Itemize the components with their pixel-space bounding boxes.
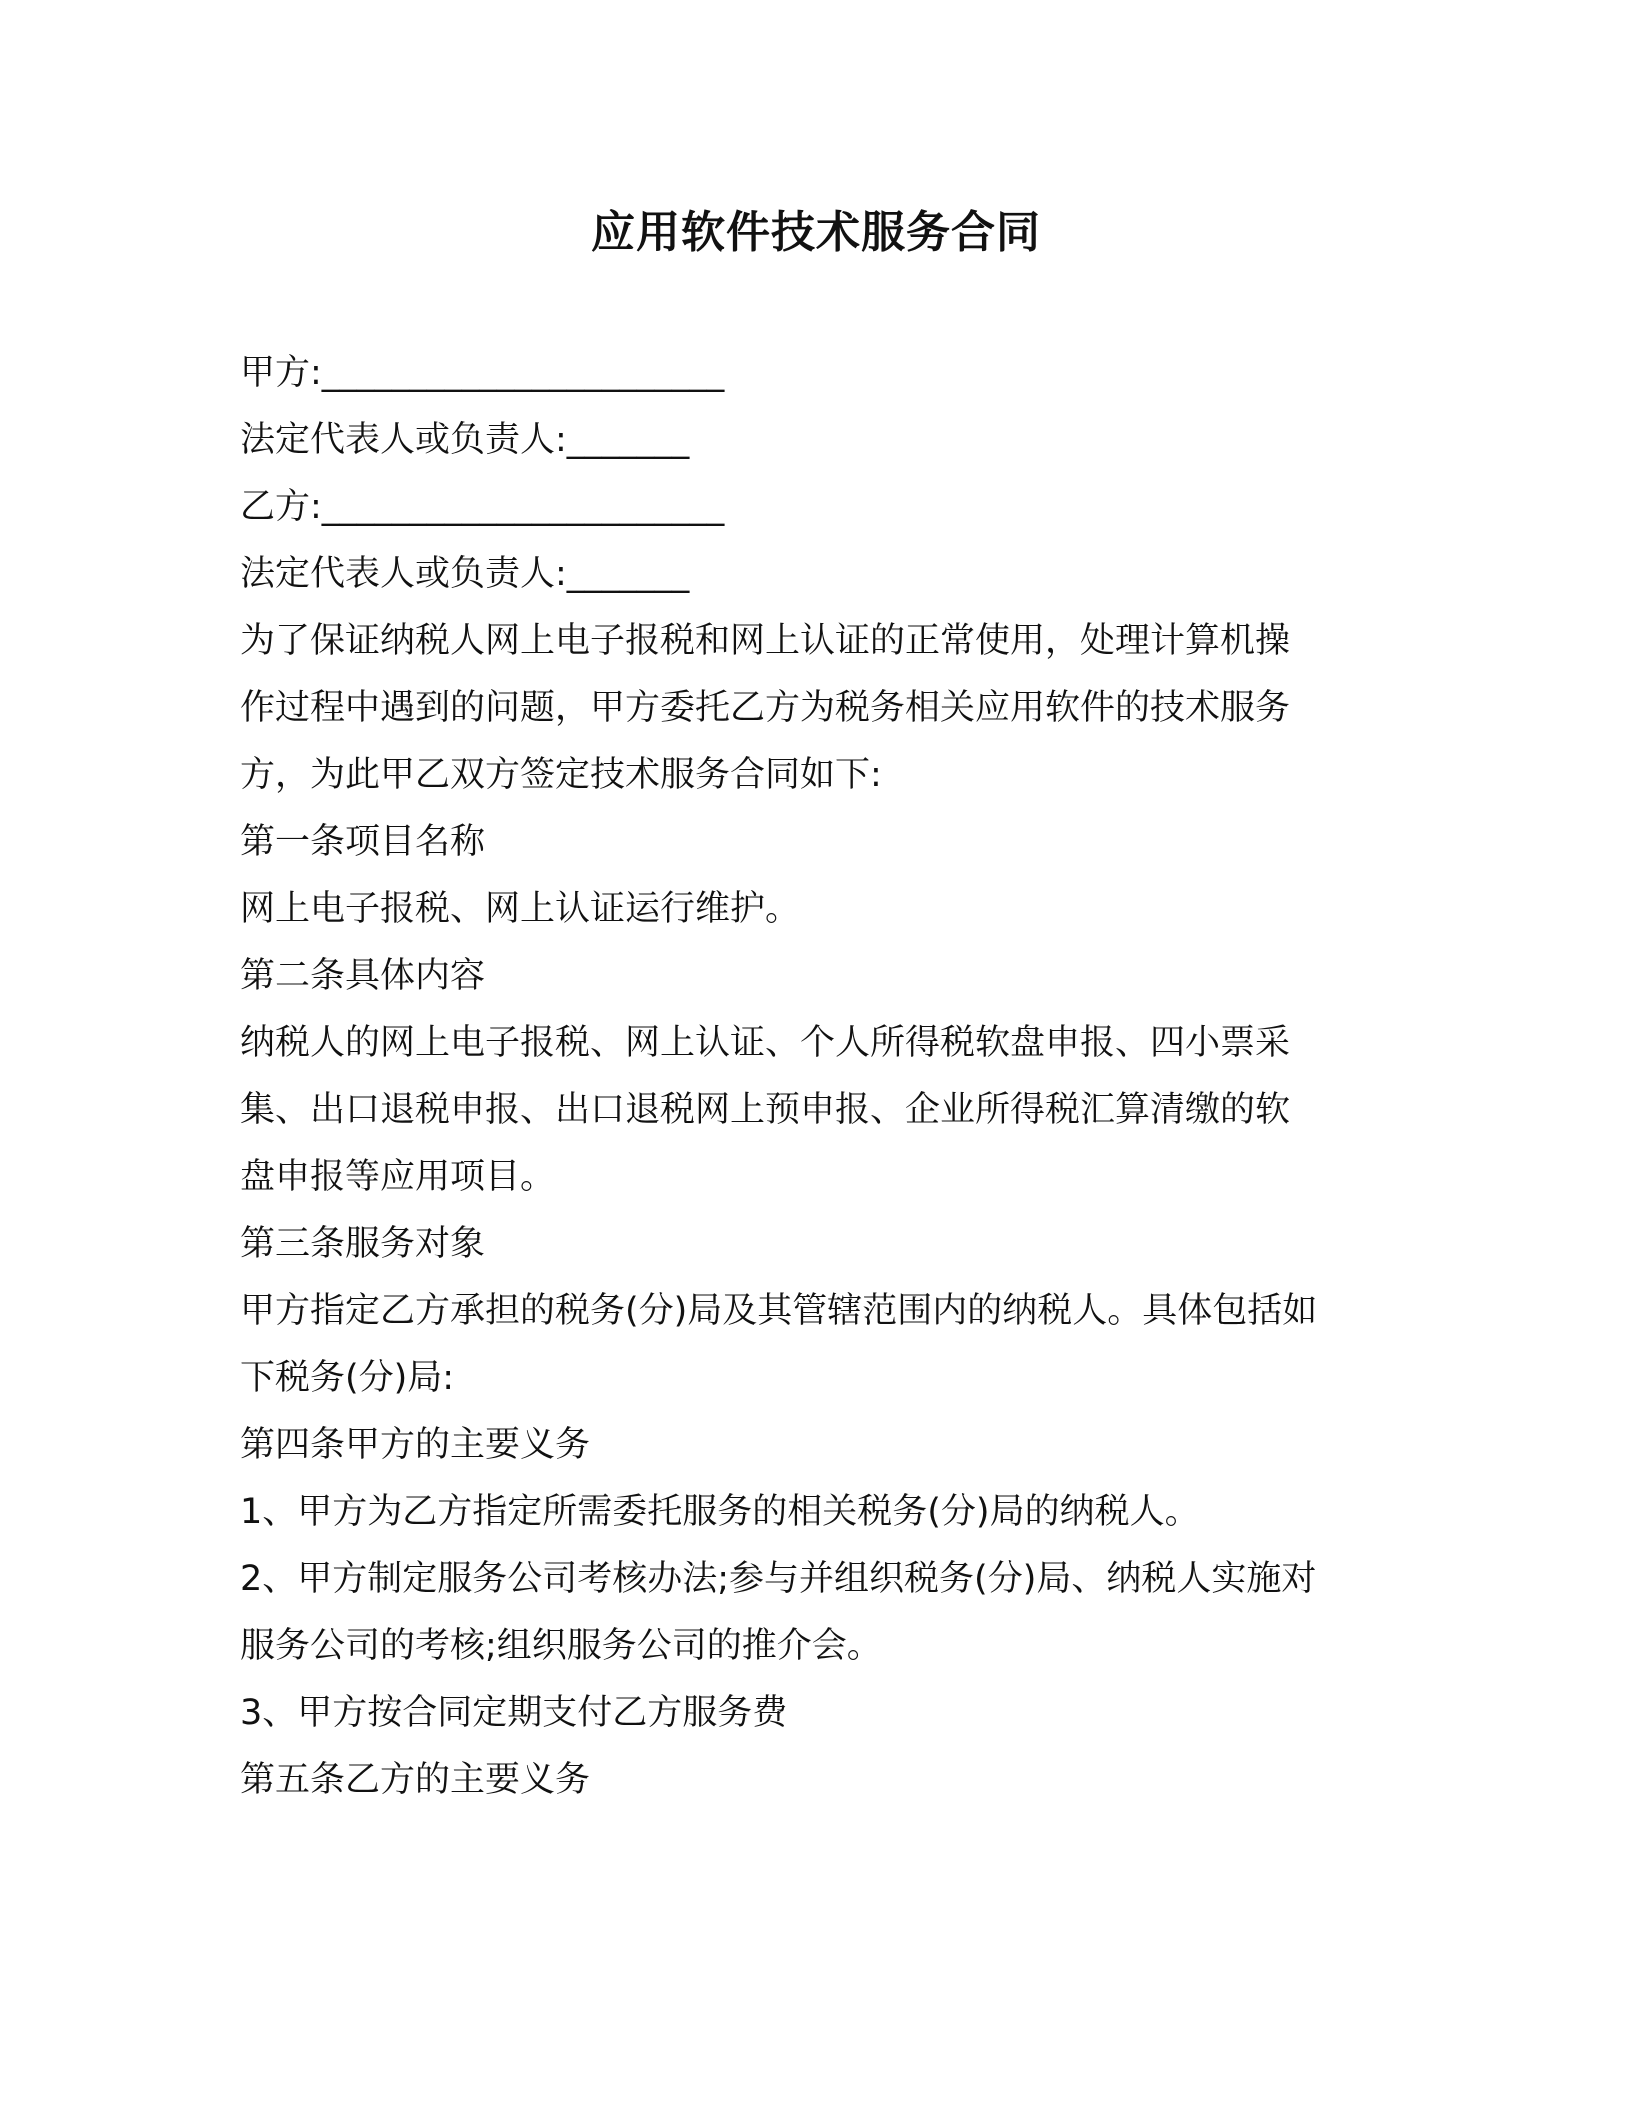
obligation-item: 3、甲方按合同定期支付乙方服务费 [240, 1693, 788, 1733]
obligation-item-continued: 服务公司的考核;组织服务公司的推介会。 [240, 1626, 882, 1666]
document-title: 应用软件技术服务合同 [591, 207, 1041, 258]
obligation-item: 1、甲方为乙方指定所需委托服务的相关税务(分)局的纳税人。 [240, 1492, 1200, 1532]
party-a-representative-line: 法定代表人或负责人:_______ [240, 420, 690, 460]
preamble-line: 方，为此甲乙双方签定技术服务合同如下: [240, 755, 882, 795]
article-text-line: 下税务(分)局: [240, 1358, 455, 1398]
party-a-line: 甲方:_______________________ [240, 353, 725, 393]
article-heading: 第四条甲方的主要义务 [240, 1425, 591, 1465]
article-text-line: 集、出口退税申报、出口退税网上预申报、企业所得税汇算清缴的软 [240, 1090, 1291, 1130]
article-heading: 第三条服务对象 [240, 1224, 486, 1264]
article-text-line: 盘申报等应用项目。 [240, 1157, 556, 1197]
article-heading: 第五条乙方的主要义务 [240, 1760, 591, 1800]
party-b-representative-line: 法定代表人或负责人:_______ [240, 554, 690, 594]
article-heading: 第一条项目名称 [240, 822, 486, 862]
preamble-line: 作过程中遇到的问题，甲方委托乙方为税务相关应用软件的技术服务 [240, 688, 1291, 728]
article-text-line: 甲方指定乙方承担的税务(分)局及其管辖范围内的纳税人。具体包括如 [240, 1291, 1318, 1331]
obligation-item: 2、甲方制定服务公司考核办法;参与并组织税务(分)局、纳税人实施对 [240, 1559, 1317, 1599]
party-b-line: 乙方:_______________________ [240, 487, 725, 527]
preamble-line: 为了保证纳税人网上电子报税和网上认证的正常使用，处理计算机操 [240, 621, 1291, 661]
article-heading: 第二条具体内容 [240, 956, 486, 996]
document-body [240, 340, 1400, 1814]
article-text-line: 网上电子报税、网上认证运行维护。 [240, 889, 801, 929]
article-text-line: 纳税人的网上电子报税、网上认证、个人所得税软盘申报、四小票采 [240, 1023, 1291, 1063]
